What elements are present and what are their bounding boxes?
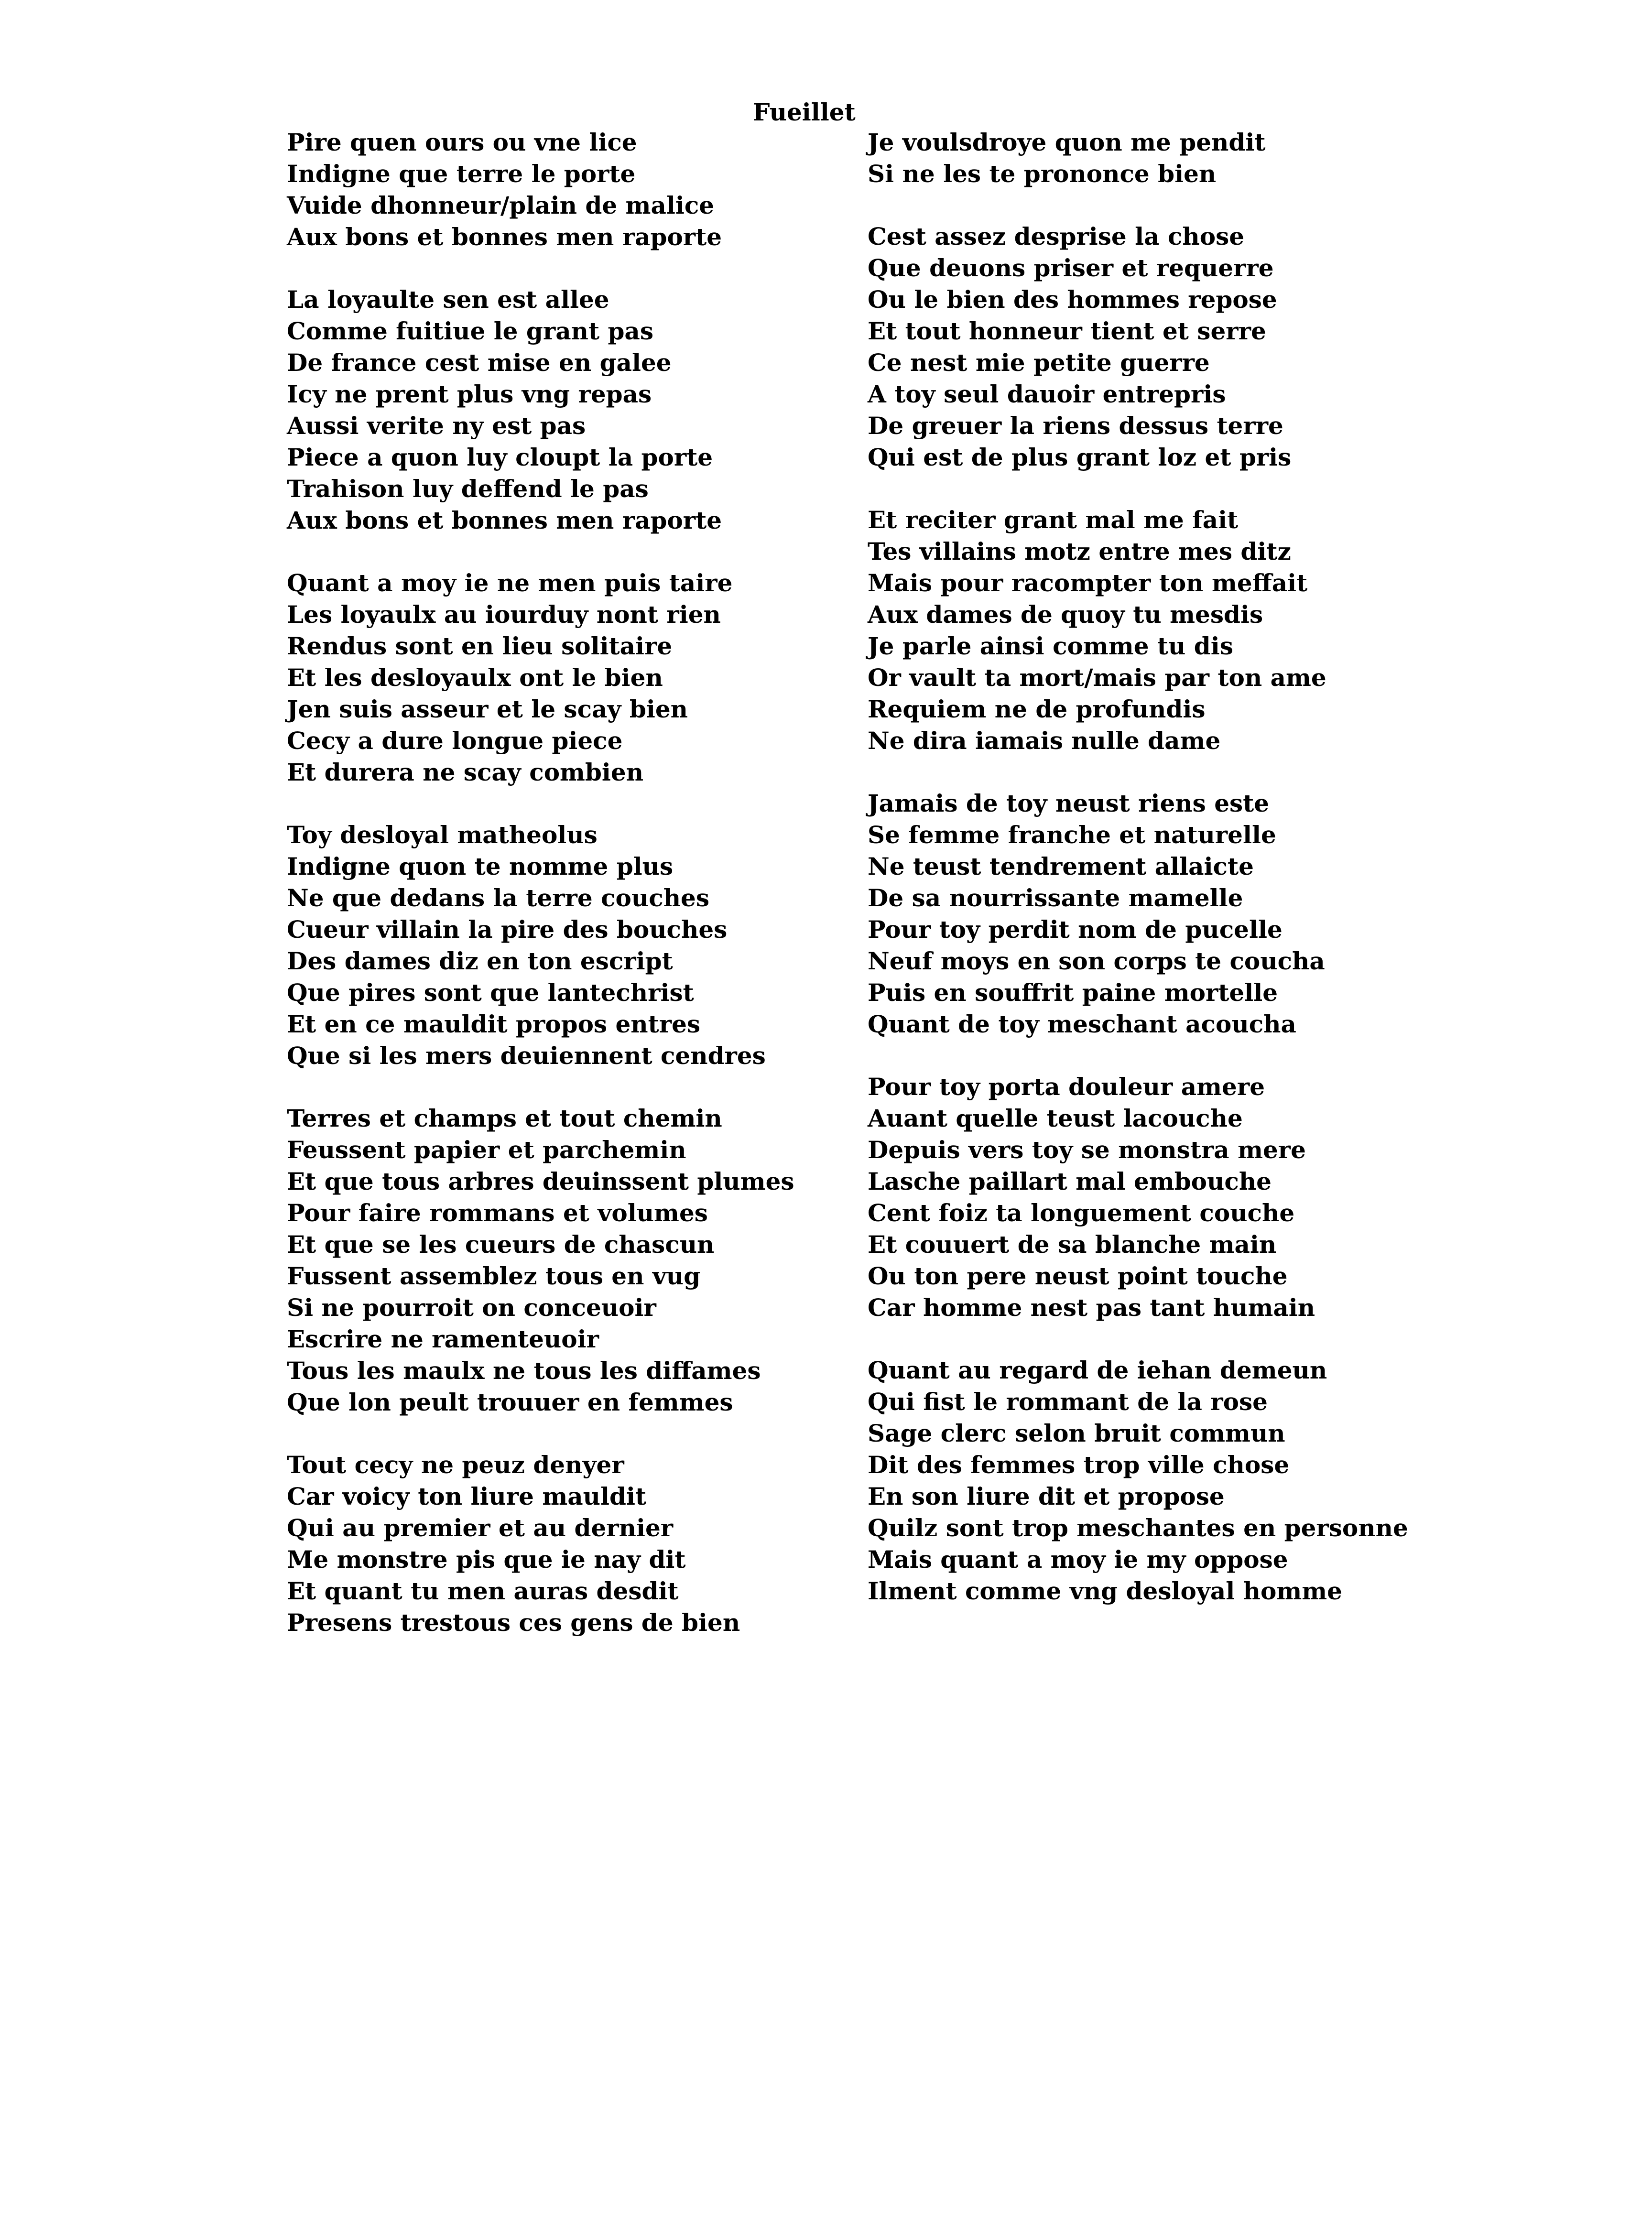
verse-line: Les loyaulx au iourduy nont rien [287,600,721,629]
verse-stanza [287,819,794,1072]
verse-stanza [287,567,794,788]
verse-line: Qui au premier et au dernier [287,1514,674,1542]
verse-line: Et que tous arbres deuinssent plumes [287,1167,794,1195]
verse-line: Pour faire rommans et volumes [287,1199,708,1227]
left-text-column [287,127,794,1670]
verse-line: Aux bons et bonnes men raporte [287,223,722,251]
verse-line: Car voicy ton liure mauldit [287,1482,647,1510]
verse-stanza [287,284,794,536]
verse-line: Mais pour racompter ton meffait [868,569,1308,597]
verse-line: Or vault ta mort/mais par ton ame [868,663,1326,692]
verse-line: Que pires sont que lantechrist [287,978,694,1007]
verse-line: Jamais de toy neust riens este [868,789,1270,817]
verse-line: Comme fuitiue le grant pas [287,317,653,345]
verse-line: Si ne pourroit on conceuoir [287,1293,656,1322]
verse-line: Quant de toy meschant acoucha [868,1010,1296,1038]
verse-line: Et quant tu men auras desdit [287,1577,679,1605]
verse-line: Ne teust tendrement allaicte [868,852,1254,880]
verse-line: A toy seul dauoir entrepris [868,380,1226,408]
verse-line: Et reciter grant mal me fait [868,506,1239,534]
verse-line: Que lon peult trouuer en femmes [287,1388,733,1416]
verse-line: Et que se les cueurs de chascun [287,1230,715,1259]
verse-line: Puis en souffrit paine mortelle [868,978,1278,1007]
verse-line: Et en ce mauldit propos entres [287,1010,701,1038]
verse-stanza [868,221,1408,473]
verse-line: Jen suis asseur et le scay bien [287,695,688,723]
verse-line: Et couuert de sa blanche main [868,1230,1277,1259]
verse-line: Escrire ne ramenteuoir [287,1325,599,1353]
verse-line: Cest assez desprise la chose [868,222,1245,250]
verse-line: Quant au regard de iehan demeun [868,1356,1327,1384]
verse-line: Je parle ainsi comme tu dis [868,632,1233,660]
verse-line: Se femme franche et naturelle [868,821,1276,849]
verse-line: Et les desloyaulx ont le bien [287,663,663,692]
verse-line: Pire quen ours ou vne lice [287,128,637,156]
verse-line: Cueur villain la pire des bouches [287,915,728,944]
right-text-column [868,127,1408,1638]
verse-line: Des dames diz en ton escript [287,947,673,975]
verse-line: Sage clerc selon bruit commun [868,1419,1285,1447]
verse-line: Que deuons priser et requerre [868,254,1274,282]
verse-line: Indigne quon te nomme plus [287,852,674,880]
verse-stanza [868,504,1408,757]
verse-line: Que si les mers deuiennent cendres [287,1042,766,1070]
verse-line: Tes villains motz entre mes ditz [868,537,1291,565]
verse-line: Auant quelle teust lacouche [868,1104,1243,1132]
verse-line: Cent foiz ta longuement couche [868,1199,1295,1227]
verse-line: Quant a moy ie ne men puis taire [287,569,733,597]
verse-line: De france cest mise en galee [287,348,672,377]
verse-line: Vuide dhonneur/plain de malice [287,191,715,219]
verse-line: Je voulsdroye quon me pendit [868,128,1266,156]
verse-line: Me monstre pis que ie nay dit [287,1545,686,1574]
verse-line: Icy ne prent plus vng repas [287,380,652,408]
verse-line: Pour toy porta douleur amere [868,1073,1265,1101]
verse-line: Ilment comme vng desloyal homme [868,1577,1342,1605]
verse-line: De sa nourrissante mamelle [868,884,1243,912]
verse-line: Ne dira iamais nulle dame [868,727,1221,755]
verse-line: Et tout honneur tient et serre [868,317,1266,345]
verse-line: Ou le bien des hommes repose [868,285,1277,314]
verse-line: Ce nest mie petite guerre [868,348,1210,377]
verse-line: En son liure dit et propose [868,1482,1225,1510]
verse-stanza [868,1355,1408,1607]
verse-line: Et durera ne scay combien [287,758,644,786]
verse-line: Lasche paillart mal embouche [868,1167,1272,1195]
verse-line: Neuf moys en son corps te coucha [868,947,1325,975]
verse-line: Qui est de plus grant loz et pris [868,443,1292,471]
verse-stanza [868,127,1408,190]
verse-line: Aussi verite ny est pas [287,412,586,440]
verse-line: Tous les maulx ne tous les diffames [287,1357,761,1385]
verse-line: Ne que dedans la terre couches [287,884,710,912]
verse-line: Aux dames de quoy tu mesdis [868,600,1263,629]
folio-header: Fueillet [753,98,856,126]
verse-line: Tout cecy ne peuz denyer [287,1451,624,1479]
verse-line: Ou ton pere neust point touche [868,1262,1288,1290]
verse-stanza [287,127,794,253]
verse-stanza [287,1449,794,1639]
verse-line: Quilz sont trop meschantes en personne [868,1514,1408,1542]
verse-line: Mais quant a moy ie my oppose [868,1545,1288,1574]
verse-line: Car homme nest pas tant humain [868,1293,1315,1322]
verse-line: Rendus sont en lieu solitaire [287,632,673,660]
verse-line: Feussent papier et parchemin [287,1136,686,1164]
verse-stanza [287,1103,794,1418]
verse-line: La loyaulte sen est allee [287,285,609,314]
verse-line: Terres et champs et tout chemin [287,1104,722,1132]
verse-line: Cecy a dure longue piece [287,727,623,755]
verse-line: Requiem ne de profundis [868,695,1206,723]
verse-line: Depuis vers toy se monstra mere [868,1136,1306,1164]
verse-line: Pour toy perdit nom de pucelle [868,915,1282,944]
verse-line: Aux bons et bonnes men raporte [287,506,722,534]
verse-stanza [868,788,1408,1040]
verse-line: De greuer la riens dessus terre [868,412,1283,440]
verse-line: Fussent assemblez tous en vug [287,1262,701,1290]
verse-line: Qui fist le rommant de la rose [868,1388,1268,1416]
verse-line: Presens trestous ces gens de bien [287,1608,740,1637]
verse-line: Piece a quon luy cloupt la porte [287,443,713,471]
verse-line: Toy desloyal matheolus [287,821,598,849]
verse-line: Indigne que terre le porte [287,160,636,188]
verse-line: Trahison luy deffend le pas [287,475,649,503]
verse-line: Si ne les te prononce bien [868,160,1217,188]
verse-stanza [868,1071,1408,1324]
verse-line: Dit des femmes trop ville chose [868,1451,1290,1479]
